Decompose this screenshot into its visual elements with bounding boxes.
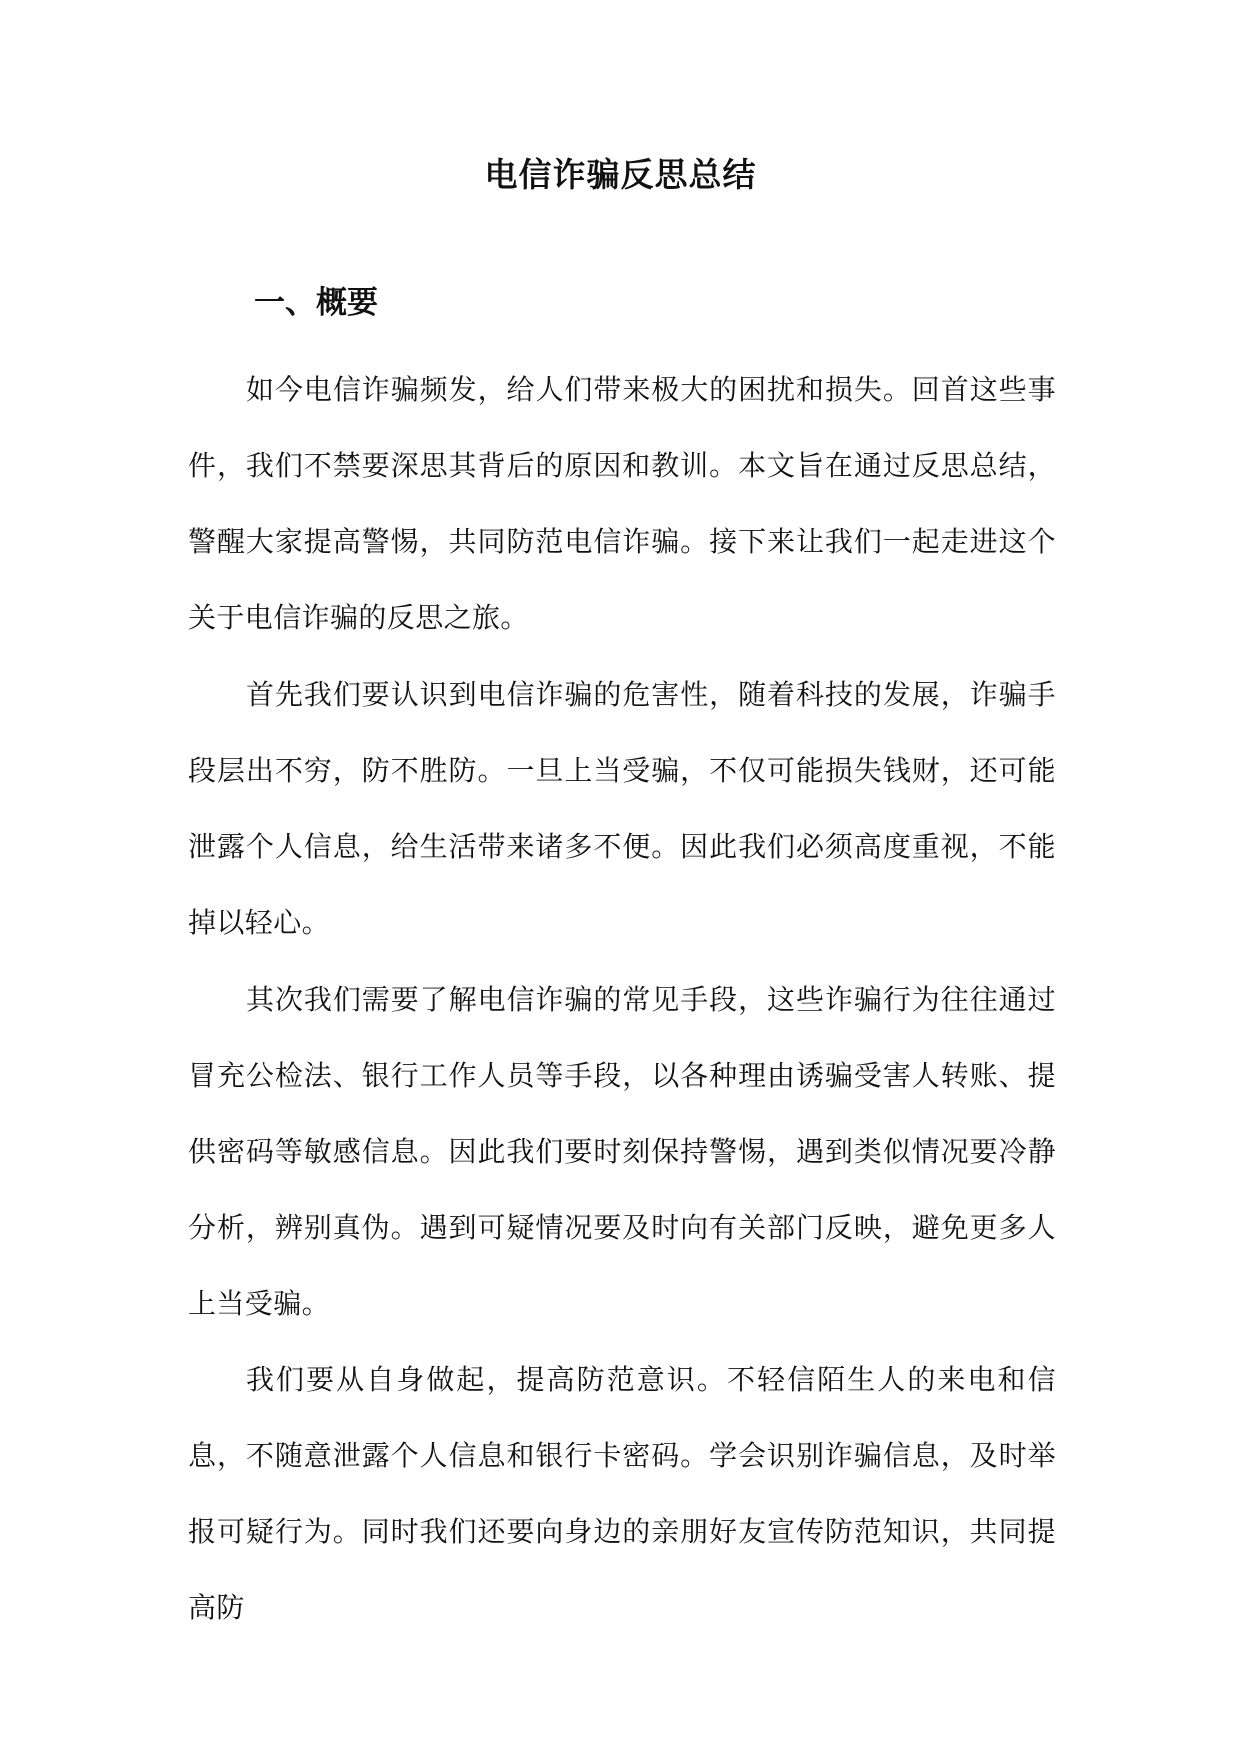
section-heading: 一、概要 [254,285,378,321]
document-title: 电信诈骗反思总结 [484,155,757,194]
paragraph-intro: 如今电信诈骗频发，给人们带来极大的困扰和损失。回首这些事件，我们不禁要深思其背后的原因和教训。本文旨在通过反思总结，警醒大家提高警惕，共同防范电信诈骗。接下来让我们一起走进这个关于电信诈骗的反思之旅。 [188,373,1056,634]
paragraph-harm: 首先我们要认识到电信诈骗的危害性，随着科技的发展，诈骗手段层出不穷，防不胜防。一旦上当受骗，不仅可能损失钱财，还可能泄露个人信息，给生活带来诸多不便。因此我们必须高度重视，不能掉以轻心。 [188,678,1056,939]
paragraph-methods: 其次我们需要了解电信诈骗的常见手段，这些诈骗行为往往通过冒充公检法、银行工作人员等手段，以各种理由诱骗受害人转账、提供密码等敏感信息。因此我们要时刻保持警惕，遇到类似情况要冷静分析，辨别真伪。遇到可疑情况要及时向有关部门反映，避免更多人上当受骗。 [188,983,1056,1320]
paragraph-prevention: 我们要从自身做起，提高防范意识。不轻信陌生人的来电和信息，不随意泄露个人信息和银行卡密码。学会识别诈骗信息，及时举报可疑行为。同时我们还要向身边的亲朋好友宣传防范知识，共同提高防 [188,1363,1056,1624]
